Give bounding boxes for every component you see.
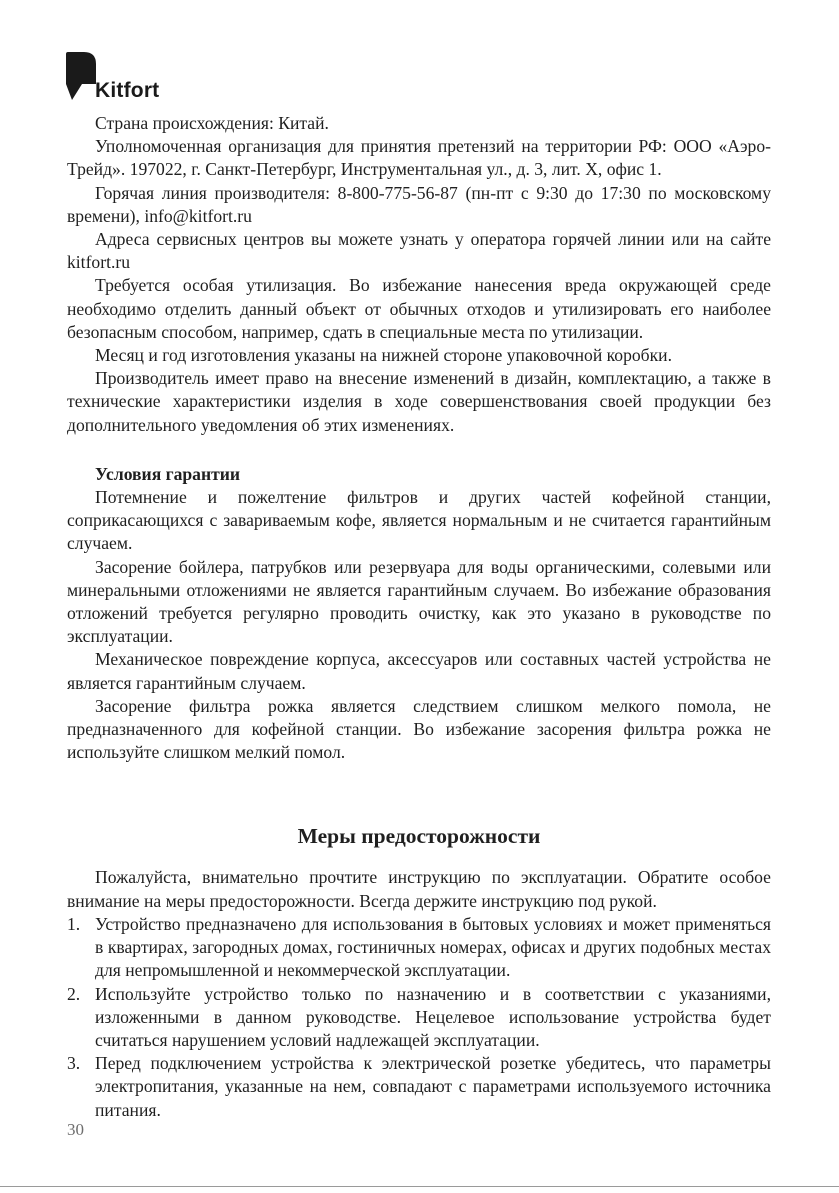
bottom-divider	[0, 1186, 839, 1187]
warranty-paragraph: Засорение фильтра рожка является следствием слишком мелкого помола, не предназначенного для кофейной станции. Во избежание засорения фильтра рожка не используйте слишком мелкий помол.	[67, 695, 771, 763]
list-item-text: Используйте устройство только по назначению и в соответствии с указаниями, изложенными в данном руководстве. Нецелевое использование устройства будет считаться нарушением условий надлежащей эксплуатации.	[95, 983, 771, 1050]
info-paragraph: Требуется особая утилизация. Во избежание нанесения вреда окружающей среде необходимо отделить данный объект от обычных отходов и утилизировать его наиболее безопасным способом, например, сдать в специальные места по утилизации.	[67, 275, 771, 342]
precautions-section	[67, 822, 771, 1121]
warranty-section	[67, 463, 771, 765]
info-paragraph: Адреса сервисных центров вы можете узнать у оператора горячей линии или на сайте kitfort.ru	[67, 229, 771, 273]
list-item	[67, 1052, 771, 1122]
precautions-intro: Пожалуйста, внимательно прочтите инструкцию по эксплуатации. Обратите особое внимание на меры предосторожности. Всегда держите инструкцию под рукой.	[67, 867, 771, 911]
page-content	[67, 112, 771, 1122]
list-item-text: Перед подключением устройства к электрической розетке убедитесь, что параметры электропитания, указанные на нем, совпадают с параметрами используемого источника питания.	[95, 1053, 771, 1120]
precautions-title: Меры предосторожности	[297, 824, 541, 849]
warranty-paragraph: Механическое повреждение корпуса, аксессуаров или составных частей устройства не является гарантийным случаем.	[67, 649, 771, 693]
info-paragraph: Горячая линия производителя: 8-800-775-56-87 (пн-пт с 9:30 до 17:30 по московскому времени), info@kitfort.ru	[67, 182, 771, 226]
brand-name: Kitfort	[95, 79, 160, 102]
kitfort-flag-logo-icon	[66, 52, 96, 100]
warranty-heading: Условия гарантии	[95, 463, 241, 484]
info-paragraph: Месяц и год изготовления указаны на нижней стороне упаковочной коробки.	[95, 345, 672, 366]
list-item	[67, 913, 771, 983]
list-item-number: 2.	[67, 983, 81, 1004]
info-paragraph: Страна происхождения: Китай.	[95, 113, 329, 133]
info-paragraph: Уполномоченная организация для принятия претензий на территории РФ: ООО «Аэро-Трейд». 197022, г. Санкт-Петербург, Инструментальная ул., д. 3, лит. Х, офис 1.	[67, 136, 771, 180]
page-number: 30	[67, 1120, 84, 1139]
list-item-number: 1.	[67, 913, 81, 934]
warranty-paragraph: Засорение бойлера, патрубков или резервуара для воды органическими, солевыми или минеральными отложениями не является гарантийным случаем. Во избежание образования отложений требуется регулярно проводить очистку, как это указано в руководстве по эксплуатации.	[67, 556, 771, 647]
list-item-text: Устройство предназначено для использования в бытовых условиях и может применяться в квартирах, загородных домах, гостиничных номерах, офисах и других подобных местах для непромышленной и некоммерческой эксплуатации.	[95, 913, 771, 981]
list-item	[67, 983, 771, 1053]
warranty-paragraph: Потемнение и пожелтение фильтров и других частей кофейной станции, соприкасающихся с завариваемым кофе, является нормальным и не считается гарантийным случаем.	[67, 487, 771, 554]
list-item-number: 3.	[67, 1053, 81, 1074]
info-section	[67, 112, 771, 437]
precautions-list	[67, 913, 771, 1122]
info-paragraph: Производитель имеет право на внесение изменений в дизайн, комплектацию, а также в технические характеристики изделия в ходе совершенствования своей продукции без дополнительного уведомления об этих изменениях.	[67, 368, 771, 435]
kitfort-logo	[66, 52, 186, 104]
